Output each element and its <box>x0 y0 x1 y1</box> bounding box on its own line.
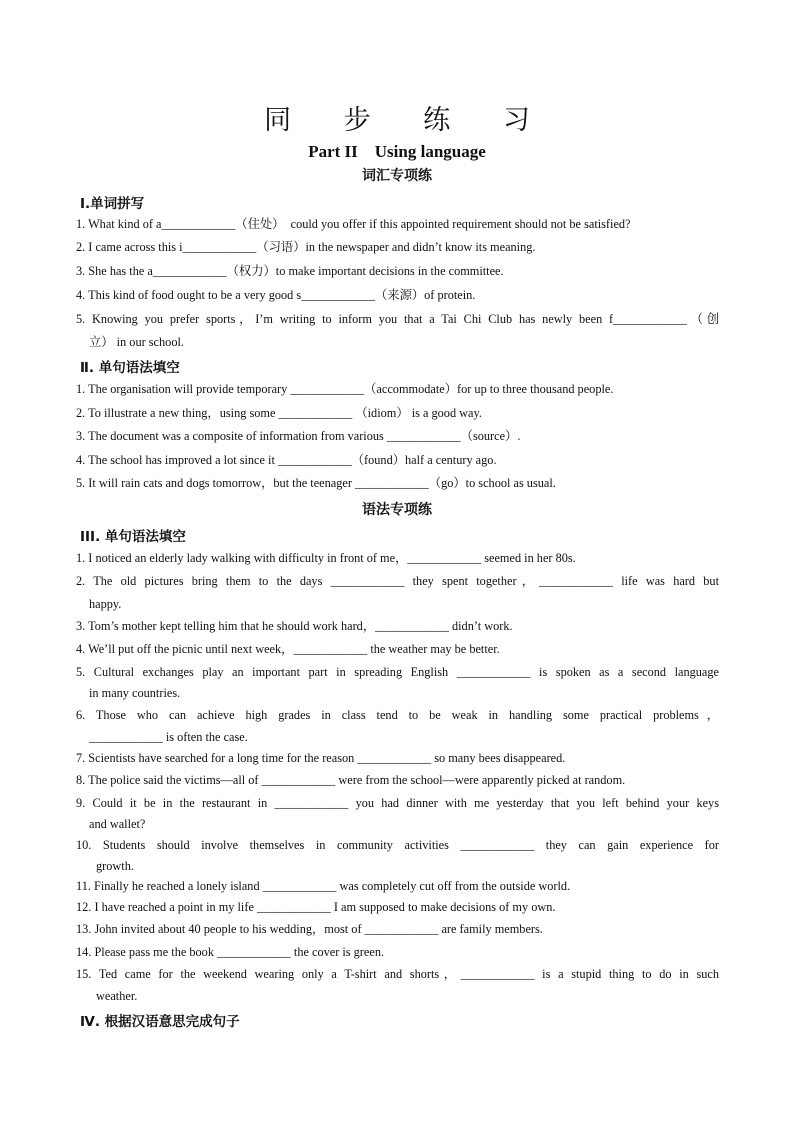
grammar-heading: 语法专项练 <box>362 502 432 518</box>
question-line: 4. We’ll put off the picnic until next week，____________ the weather may be better. <box>76 642 500 656</box>
question-line: 8. The police said the victims—all of ____________ were from the school—were apparently picked at random. <box>76 773 626 787</box>
question-line: 3. The document was a composite of information from various ____________（source）. <box>76 429 521 443</box>
question-line: 5. Cultural exchanges play an important part in spreading English ____________ is spoken as a second language <box>76 665 719 679</box>
question-line: 3. Tom’s mother kept telling him that he should work hard，____________ didn’t work. <box>76 619 513 633</box>
question-line: 2. The old pictures bring them to the days ____________ they spent together，____________ life was hard but <box>76 574 719 588</box>
question-line: 9. Could it be in the restaurant in ____________ you had dinner with me yesterday that you left behind your keys <box>76 796 719 810</box>
question-line: 1. The organisation will provide temporary ____________（accommodate）for up to three thousand people. <box>76 382 614 396</box>
question-continuation: weather. <box>96 989 138 1003</box>
question-line: 12. I have reached a point in my life ____________ I am supposed to make decisions of my own. <box>76 900 556 914</box>
section-2-heading: Ⅱ. 单句语法填空 <box>80 360 180 376</box>
question-line: 4. This kind of food ought to be a very good s____________（来源）of protein. <box>76 288 476 302</box>
question-line: 10. Students should involve themselves in community activities ____________ they can gain experience for <box>76 838 719 852</box>
question-line: 4. The school has improved a lot since it ____________（found）half a century ago. <box>76 453 497 467</box>
question-line: 11. Finally he reached a lonely island ____________ was completely cut off from the outside world. <box>76 879 571 893</box>
question-line: 1. What kind of a____________（住处） could you offer if this appointed requirement should not be satisfied? <box>76 217 631 231</box>
question-line: 5. It will rain cats and dogs tomorrow，but the teenager ____________（go）to school as usual. <box>76 476 556 490</box>
question-continuation: 立） in our school. <box>89 335 184 349</box>
page-title: 同 步 练 习 <box>264 105 552 136</box>
question-line: 1. I noticed an elderly lady walking with difficulty in front of me，____________ seemed in her 80s. <box>76 551 576 565</box>
question-continuation: in many countries. <box>89 686 181 700</box>
page-subtitle: Part II Using language <box>308 142 486 161</box>
question-line: 7. Scientists have searched for a long time for the reason ____________ so many bees disappeared. <box>76 751 566 765</box>
question-line: 2. To illustrate a new thing，using some ____________ （idiom） is a good way. <box>76 406 482 420</box>
vocab-heading: 词汇专项练 <box>362 168 432 184</box>
question-line: 13. John invited about 40 people to his wedding，most of ____________ are family members. <box>76 922 543 936</box>
question-line: 14. Please pass me the book ____________ the cover is green. <box>76 945 385 959</box>
section-4-heading: Ⅳ. 根据汉语意思完成句子 <box>80 1014 240 1030</box>
question-line: 5. Knowing you prefer sports，I’m writing to inform you that a Tai Chi Club has newly been f____________（创 <box>76 312 719 326</box>
section-3-heading: III. 单句语法填空 <box>80 529 186 545</box>
question-continuation: happy. <box>89 597 122 611</box>
question-continuation: growth. <box>96 859 134 873</box>
question-line: 15. Ted came for the weekend wearing only a T-shirt and shorts，____________ is a stupid thing to do in such <box>76 967 719 981</box>
question-line: 6. Those who can achieve high grades in class tend to be weak in handling some practical problems， <box>76 708 719 722</box>
question-continuation: and wallet? <box>89 817 146 831</box>
section-1-heading: Ⅰ.单词拼写 <box>80 196 145 212</box>
question-continuation: ____________ is often the case. <box>89 730 248 744</box>
question-line: 2. I came across this i____________（习语）in the newspaper and didn’t know its meaning. <box>76 240 536 254</box>
question-line: 3. She has the a____________（权力）to make important decisions in the committee. <box>76 264 504 278</box>
